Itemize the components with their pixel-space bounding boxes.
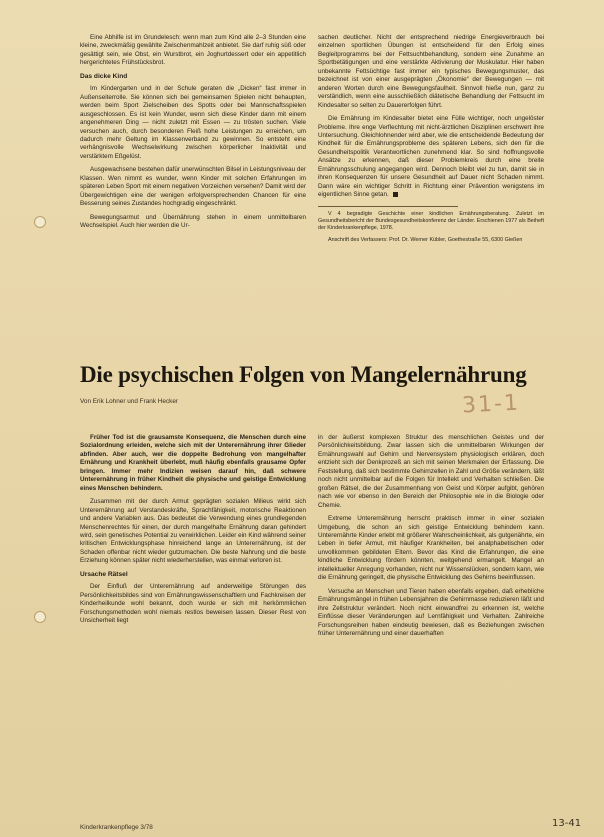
paragraph: Bewegungsarmut und Übernährung stehen in einem unmittelbaren Wechselspiel. Auch hier werden die Ur- bbox=[80, 213, 306, 230]
article-headline: Die psychischen Folgen von Mangelernährung bbox=[80, 362, 527, 387]
paragraph bbox=[318, 115, 544, 200]
handwritten-page-number: 13-41 bbox=[552, 818, 582, 829]
paragraph: Zusammen mit der durch Armut geprägten sozialen Milieus wirkt sich Unterernährung auf Verstandeskräfte, Sprachfähigkeit, motorische Reaktionen und andere Variablen aus. Das bedeutet die Verwendung eines grundlegenden Menschenrechtes für einen, der durch mangelhafte Ernährung daran gehindert wird, sein genetisches Potential zu verwirklichen. Leider ein Kind während seiner kritischen Entwicklungsphase hinreichend lange an Unterernährung, ist der Schaden offenbar nicht wieder gutzumachen. Die beste Nahrung und die beste Erziehung können später nicht wiederherstellen, was einmal verloren ist. bbox=[80, 498, 306, 565]
lead-paragraph: Früher Tod ist die grausamste Konsequenz, die Menschen durch eine Sozialordnung erleiden, welche sich mit der Unterernährung ihrer Glieder abfinden. Aber auch, wer die doppelte Bedrohung von mangelhafter Ernährung und Krankheit überlebt, muß häufig ebenfalls grausame Opfer bringen. Immer mehr Indizien weisen darauf hin, daß schwere Unterernährung in früher Kindheit die physische und geistige Entwicklung eines Menschen behindern. bbox=[80, 434, 306, 492]
top-left-column bbox=[80, 34, 306, 236]
paragraph: Ausgewachsene bestehen dafür unerwünschten Bilsel in Leistungsniveau der Klassen. Wen nimmt es wunder, wenn Kinder mit solchen Erfahrungen im späteren Leben Sport mit einem negativen Vorzeichen versehen? Damit wird der Übergewichtigen eine der wenigen erfolgversprechenden Chancen für eine Besserung seines Zustandes hochgradig eingeschränkt. bbox=[80, 166, 306, 208]
top-right-column bbox=[318, 34, 544, 249]
byline: Von Erik Lohner und Frank Hecker bbox=[80, 398, 179, 405]
paragraph: Im Kindergarten und in der Schule geraten die „Dicken“ fast immer in Außenseiterrolle. Sie können sich bei gemeinsamen Spielen nicht behaupten, werden beim Sport Zielscheiben des Spotts oder bei Mannschaftsspielen ausgeschlossen. Es ist kein Wunder, wenn sich diese Kinder dann mit einem angenehmeren Ding — nicht zuletzt mit Essen — zu trösten suchen. Viele versuchen auch, durch besonderen Fleiß hohe Leistungen zu erreichen, um dadurch mehr Geltung im Klassenverband zu gewinnen. So entsteht eine verhängnisvolle Wechselwirkung zwischen körperlicher Inaktivität und verstärktem Eßgelüst. bbox=[80, 85, 306, 160]
author-address: Anschrift des Verfassers: Prof. Dr. Werner Kübler, Goethestraße 55, 6300 Gießen bbox=[328, 236, 523, 243]
footnote: V 4 begradigte Geschichte einer kindlichen Ernährungsberatung. Zuletzt im Gesundheitsbericht der Bundesgesundheitskonferenz der Länder. Erschienen 1977 als Beiheft der Kinderkrankenpflege, 1978. bbox=[318, 210, 544, 231]
bottom-left-column bbox=[80, 434, 306, 631]
paragraph: Der Einfluß der Unterernährung auf anderweitige Störungen des Persönlichkeitsbildes sind von Ernährungswissenschaftlern und Fachkreisen der Kinderheilkunde wohl bekannt, doch wurde er sich mit herkömmlichen Forschungsmethoden wohl niemals restlos beweisen lassen. Dieser Rest von Unsicherheit liegt bbox=[80, 583, 306, 625]
section-heading: Das dicke Kind bbox=[80, 72, 128, 80]
handwritten-note: 31-1 bbox=[461, 390, 521, 419]
punch-hole bbox=[34, 216, 46, 228]
paragraph: in der äußerst komplexen Struktur des menschlichen Geistes und der Persönlichkeitsbildung. Zwar lassen sich die unmittelbaren Wirkungen der Ernährungswahl auf Gehirn und Nervensystem physiologisch erklären, doch entzieht sich der Denkprozeß an sich mit seinen Merkmalen der Erfassung. Die Feststellung, daß sich bestimmte Gehirnzellen in Zahl und Größe verändern, läßt noch nicht unmittelbar auf die Folgen für Intellekt und Verhalten schließen. Die großen Rätsel, die der Zusammenhang von Geist und Körper aufgibt, gehören nach wie vor ebenso in den Bereich der Philosophie wie in die Biologie oder Chemie. bbox=[318, 434, 544, 509]
paragraph: Versuche an Menschen und Tieren haben ebenfalls ergeben, daß erhebliche Ernährungsmängel in frühen Lebensjahren die Gehirnmasse reduzieren läßt und ihre Zellstruktur verändert. Noch nicht einwandfrei zu erkennen ist, welche Einflüsse dieser Veränderungen auf Lernfähigkeit und Verhalten. Zahlreiche Forschungsreihen haben eindeutig bewiesen, daß es Beziehungen zwischen früher Unterernährung und einer dauerhaften bbox=[318, 587, 544, 637]
paragraph: sachen deutlicher. Nicht der entsprechend niedrige Energieverbrauch bei einzelnen sportlichen Übungen ist entscheidend für den Erfolg eines Begleitprogramms bei der Fettsuchtbehandlung, sondern eine Zunahme an Sportbetätigungen und eine verstärkte Aktivierung der Muskulatur. Hier haben unbekannte Fettsüchtige fast immer ein typisches Bewegungsmuster, das bezeichnet ist von einer ausgeprägten „Ökonomie“ der Bewegungen — mit anderen Worten durch eine Bewegungsfaulheit. Sinnvoll hieße nun, ganz zu verständlich, wenn eine ausschließlich diätetische Behandlung der Fettsucht im Kindesalter so selten zu Dauererfolgen führt. bbox=[318, 34, 544, 109]
footnote-divider bbox=[318, 206, 458, 207]
end-mark-icon bbox=[393, 192, 398, 197]
paragraph-text: Die Ernährung im Kindesalter bietet eine Fülle wichtiger, noch ungelöster Probleme. Ihre enge Verflechtung mit nicht-ärztlichen Disziplinen erschwert ihre Untersuchung. Gleichlohnender wird aber, wie die entscheidende Bedeutung der Kindheit für die Ernährungsprobleme des späteren Lebens, sich den für die Gesundheitspolitik Verantwortlichen zunehmend klar. So sind hoffnungsvolle Ansätze zu erkennen, daß dieser Problemkreis durch eine breite Ernährungsschulung angegangen wird. Dennoch bleibt viel zu tun, damit sie in ihren Konsequenzen für unsere Gesundheit auf Dauer nicht Schaden nimmt. Dann wäre ein wichtiger Schritt in Richtung einer Prävention wenigstens im eigentlichen Sinne getan. bbox=[318, 115, 544, 199]
paragraph: Eine Abhilfe ist im Grundelesch: wenn man zum Kind alle 2–3 Stunden eine kleine, zweckmäßig gewählte Zwischenmahlzeit anbietet. Sie darf ruhig süß oder gesättigt sein, wie Obst, ein Wurstbrot, ein Joghurtdessert oder ein appetitlich hergerichtetes Frühstücksbrot. bbox=[80, 34, 306, 67]
paragraph: Extreme Unterernährung herrscht praktisch immer in einer sozialen Umgebung, die schon an sich geistige Entwicklung behindern kann. Unterernährte Kinder erlebt mit größerer Wahrscheinlichkeit, als gutgenährte, ein Leben in tiefer Armut, mit häufiger Krankheiten, bei analphabetischen oder unvollkommen gebildeten Eltern. Bevor das Kind die Erfahrungen, die eine kindliche Entwicklung fördern könnten, weitgehend ermangelt. Mangel an intellektueller Anregung vorhanden, nicht nur Wissenslücken, sondern kann, wie die Ernährung geringelt, die physische Entwicklung des Gehirns beeinflussen. bbox=[318, 515, 544, 582]
section-heading: Ursache Rätsel bbox=[80, 570, 128, 578]
bottom-right-column bbox=[318, 434, 544, 643]
journal-footer: Kinderkrankenpflege 3/78 bbox=[80, 824, 153, 831]
punch-hole bbox=[34, 611, 46, 623]
